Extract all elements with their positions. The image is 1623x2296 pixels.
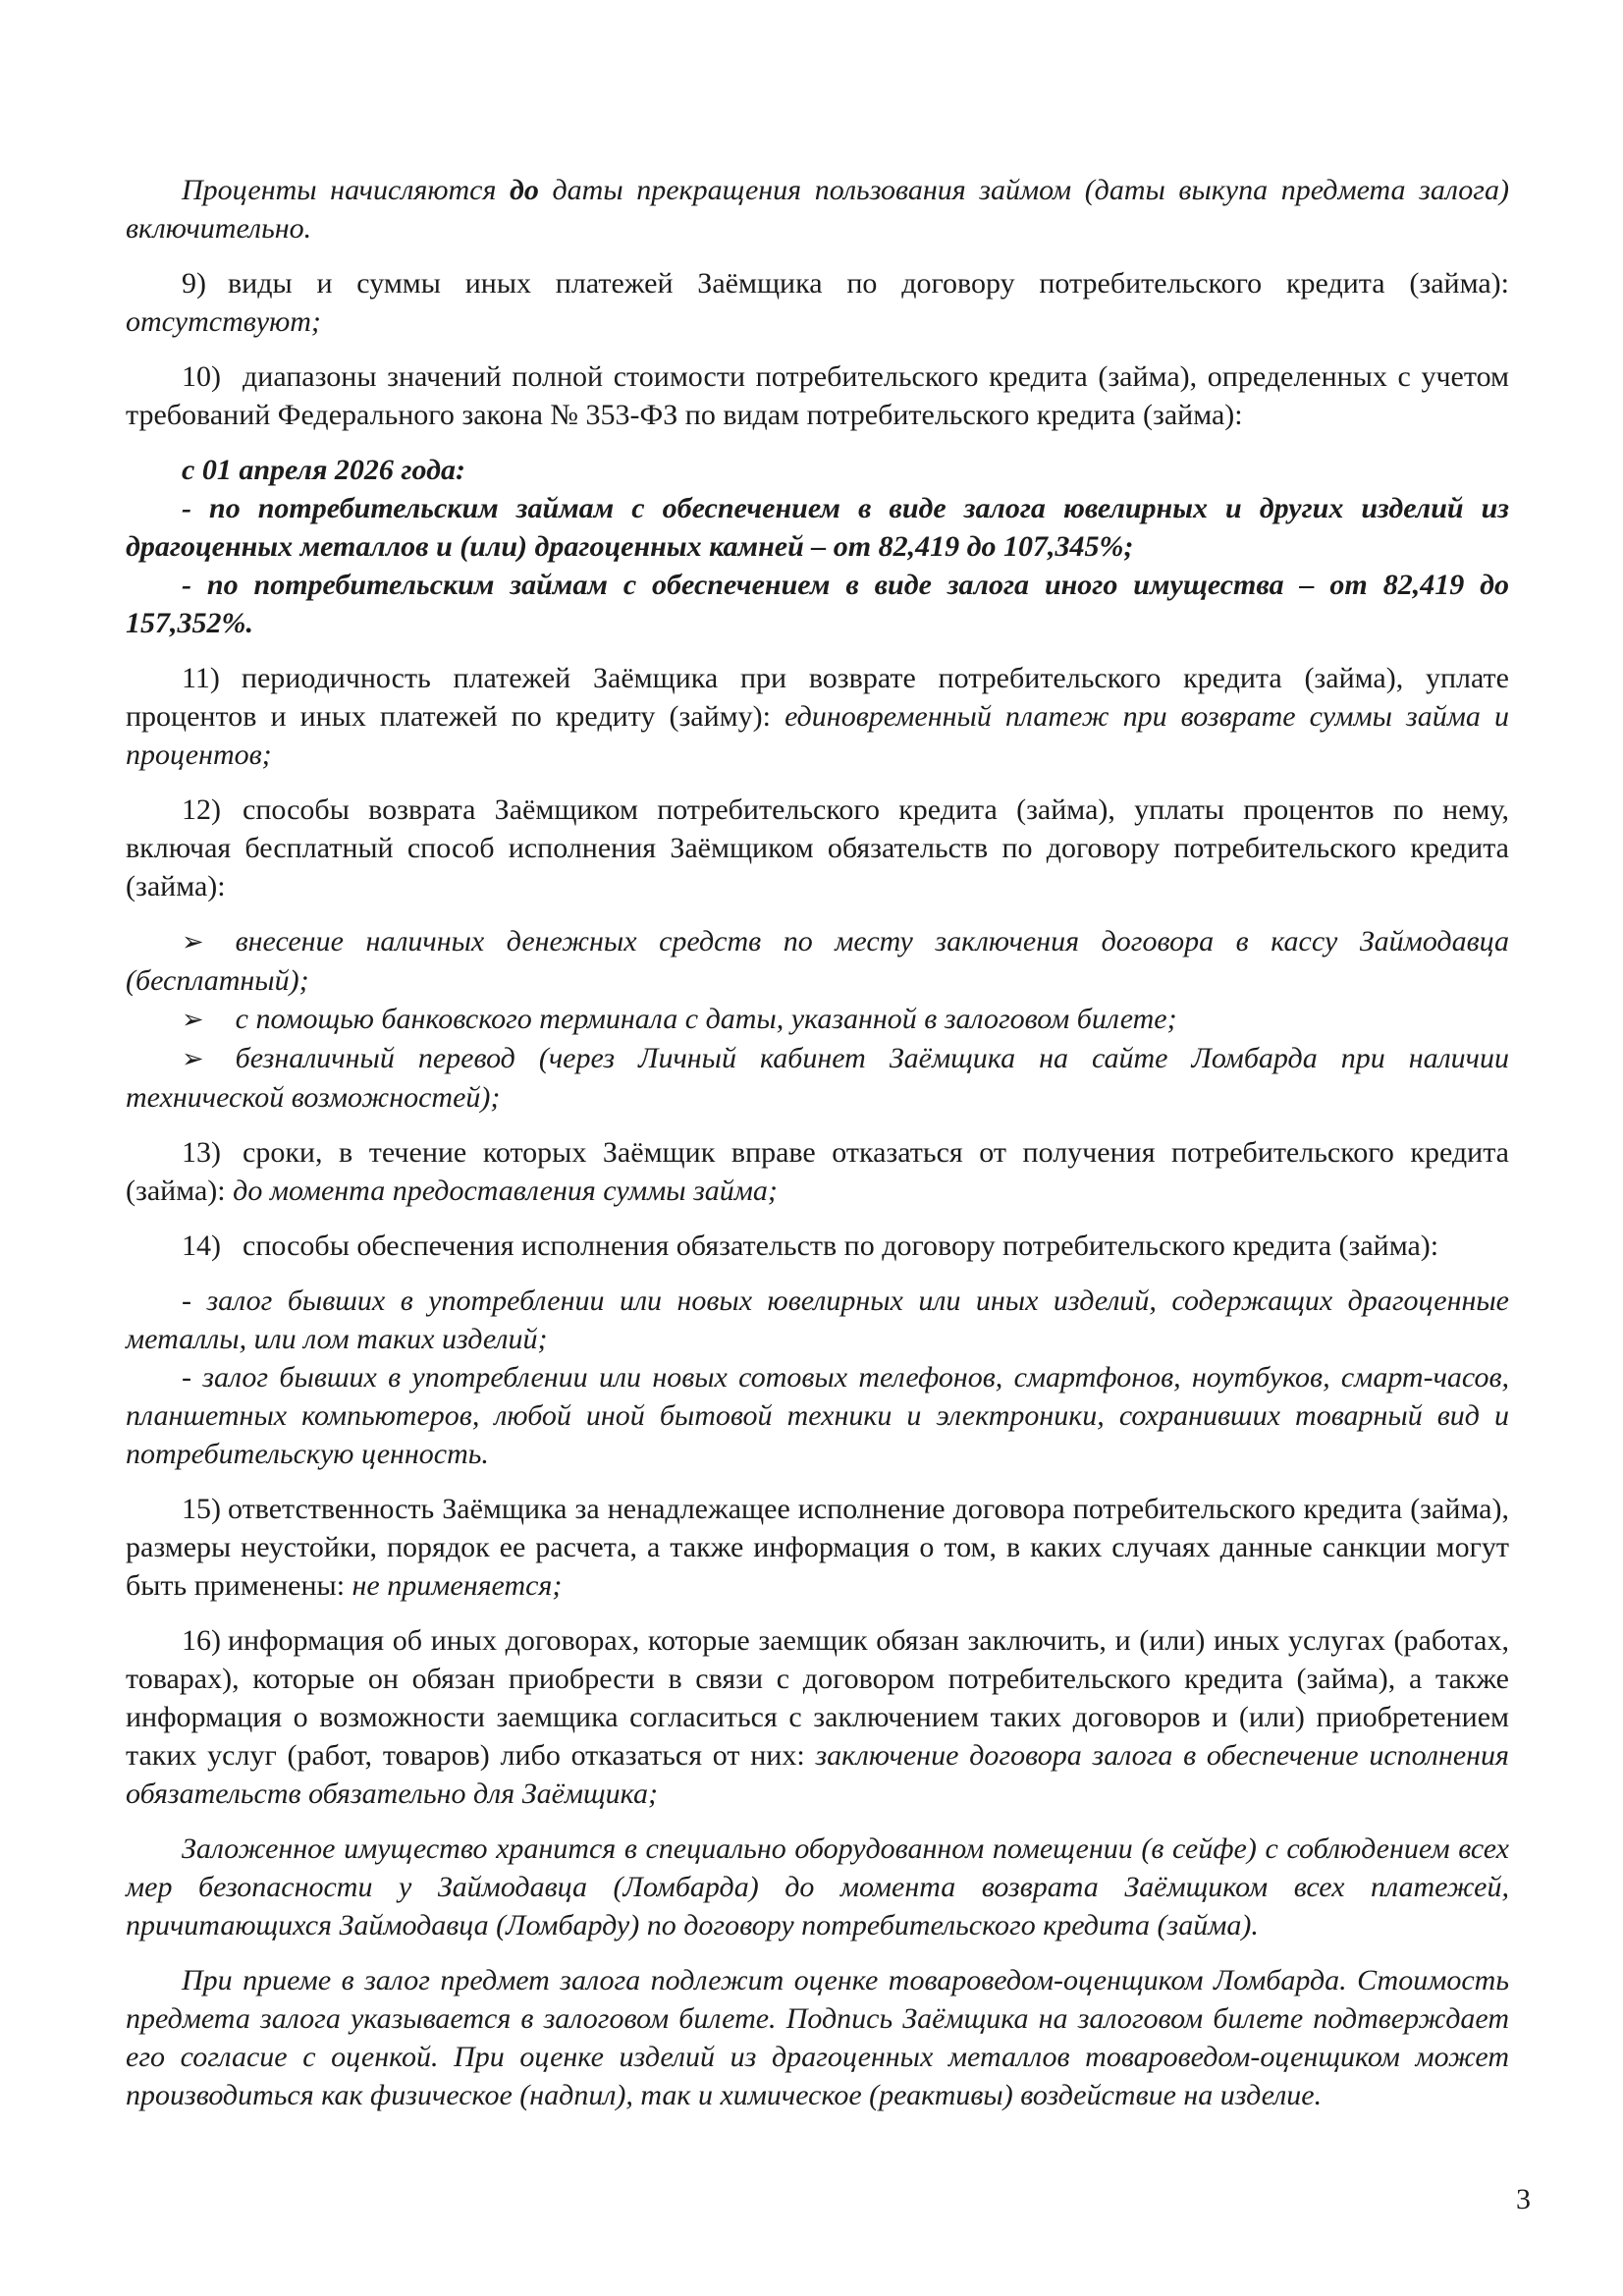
page-number: 3: [1516, 2183, 1531, 2215]
item-13-answer: до момента предоставления суммы займа;: [233, 1175, 778, 1207]
interest-text-post: даты прекращения пользования займом (даты выкупа предмета залога) включительно.: [126, 174, 1509, 245]
item-16-answer: заключение договора залога в обеспечение исполнения обязательств обязательно для Заёмщика;: [126, 1739, 1509, 1810]
item-10-text: диапазоны значений полной стоимости потребительского кредита (займа), определенных с учетом требований Федерального закона № 353-ФЗ по видам потребительского кредита (займа):: [126, 360, 1509, 431]
pst-effective-date: с 01 апреля 2026 года:: [182, 454, 465, 486]
item-10-number: 10): [182, 360, 221, 393]
arrow-bullet-icon: ➢: [182, 1044, 204, 1073]
repayment-method-item-cash: [126, 922, 1509, 1000]
item-11-text: периодичность платежей Заёмщика при возврате потребительского кредита (займа), уплате процентов и иных платежей по кредиту (займу):: [126, 662, 1509, 733]
interest-text-pre: Проценты начисляются: [182, 174, 510, 206]
pst-range-jewelry: - по потребительским займам с обеспечением в виде залога ювелирных и других изделий из драгоценных металлов и (или) драгоценных камней – от 82,419 до 107,345%;: [126, 492, 1509, 563]
item-9-text: виды и суммы иных платежей Заёмщика по договору потребительского кредита (займа):: [228, 267, 1509, 300]
repayment-method-text: безналичный перевод (через Личный кабинет Заёмщика на сайте Ломбарда при наличии технической возможностей);: [126, 1042, 1509, 1114]
item-11-answer: единовременный платеж при возврате суммы займа и процентов;: [126, 700, 1509, 771]
pledge-types-block: [126, 1282, 1509, 1473]
paragraph-interest-accrual: [126, 171, 1509, 247]
repayment-method-text: с помощью банковского терминала с даты, указанной в залоговом билете;: [235, 1003, 1177, 1035]
item-10: [126, 357, 1509, 434]
item-14: [126, 1227, 1509, 1265]
pst-range-other-property: - по потребительским займам с обеспечением в виде залога иного имущества – от 82,419 до 157,352%.: [126, 569, 1509, 639]
repayment-methods-list: [126, 922, 1509, 1117]
repayment-method-item-transfer: [126, 1039, 1509, 1117]
item-15-answer: не применяется;: [352, 1569, 563, 1602]
item-12-text: способы возврата Заёмщиком потребительского кредита (займа), уплаты процентов по нему, включая бесплатный способ исполнения Заёмщиком обязательств по договору потребительского кредита (займа):: [126, 793, 1509, 902]
arrow-bullet-icon: ➢: [182, 1005, 204, 1034]
item-11: [126, 659, 1509, 774]
item-16-text: информация об иных договорах, которые заемщик обязан заключить, и (или) иных услугах (работах, товарах), которые он обязан приобрести в связи с договором потребительского кредита (займа), а также информация о возможности заемщика согласиться с заключением таких договоров и (или) приобретением таких услуг (работ, товаров) либо отказаться от них:: [126, 1624, 1509, 1772]
paragraph-appraisal: При приеме в залог предмет залога подлежит оценке товароведом-оценщиком Ломбарда. Стоимость предмета залога указывается в залоговом билете. Подпись Заёмщика на залоговом билете подтверждает его согласие с оценкой. При оценке изделий из драгоценных металлов товароведом-оценщиком может производиться как физическое (надпил), так и химическое (реактивы) воздействие на изделие.: [126, 1964, 1509, 2111]
item-13-number: 13): [182, 1136, 221, 1169]
repayment-method-text: внесение наличных денежных средств по месту заключения договора в кассу Займодавца (бесплатный);: [126, 925, 1509, 997]
item-9: [126, 264, 1509, 341]
item-13: [126, 1133, 1509, 1210]
arrow-bullet-icon: ➢: [182, 927, 204, 957]
item-12-number: 12): [182, 793, 221, 826]
paragraph-storage: Заложенное имущество хранится в специально оборудованном помещении (в сейфе) с соблюдением всех мер безопасности у Займодавца (Ломбарда) до момента возврата Заёмщиком всех платежей, причитающихся Займодавца (Ломбарду) по договору потребительского кредита (займа).: [126, 1832, 1509, 1941]
interest-bold-word: до: [510, 174, 539, 206]
item-9-answer: отсутствуют;: [126, 305, 321, 338]
item-12: [126, 791, 1509, 905]
item-16-number: 16): [182, 1624, 221, 1657]
item-9-number: 9): [182, 267, 206, 300]
pledge-type-electronics: - залог бывших в употреблении или новых сотовых телефонов, смартфонов, ноутбуков, смарт-часов, планшетных компьютеров, любой иной бытовой техники и электроники, сохранивших товарный вид и потребительскую ценность.: [126, 1361, 1509, 1470]
item-15-text: ответственность Заёмщика за ненадлежащее исполнение договора потребительского кредита (займа), размеры неустойки, порядок ее расчета, а также информация о том, в каких случаях данные санкции могут быть применены:: [126, 1493, 1509, 1602]
item-11-number: 11): [182, 662, 220, 694]
item-15-number: 15): [182, 1493, 221, 1525]
repayment-method-item-terminal: [126, 1000, 1509, 1039]
item-16: [126, 1621, 1509, 1813]
item-15: [126, 1490, 1509, 1605]
item-14-number: 14): [182, 1230, 221, 1262]
item-13-text: сроки, в течение которых Заёмщик вправе отказаться от получения потребительского кредита (займа):: [126, 1136, 1509, 1207]
item-14-text: способы обеспечения исполнения обязательств по договору потребительского кредита (займа):: [243, 1230, 1439, 1262]
pledge-type-jewelry: - залог бывших в употреблении или новых ювелирных или иных изделий, содержащих драгоценные металлы, или лом таких изделий;: [126, 1285, 1509, 1355]
pst-ranges-block: [126, 451, 1509, 642]
